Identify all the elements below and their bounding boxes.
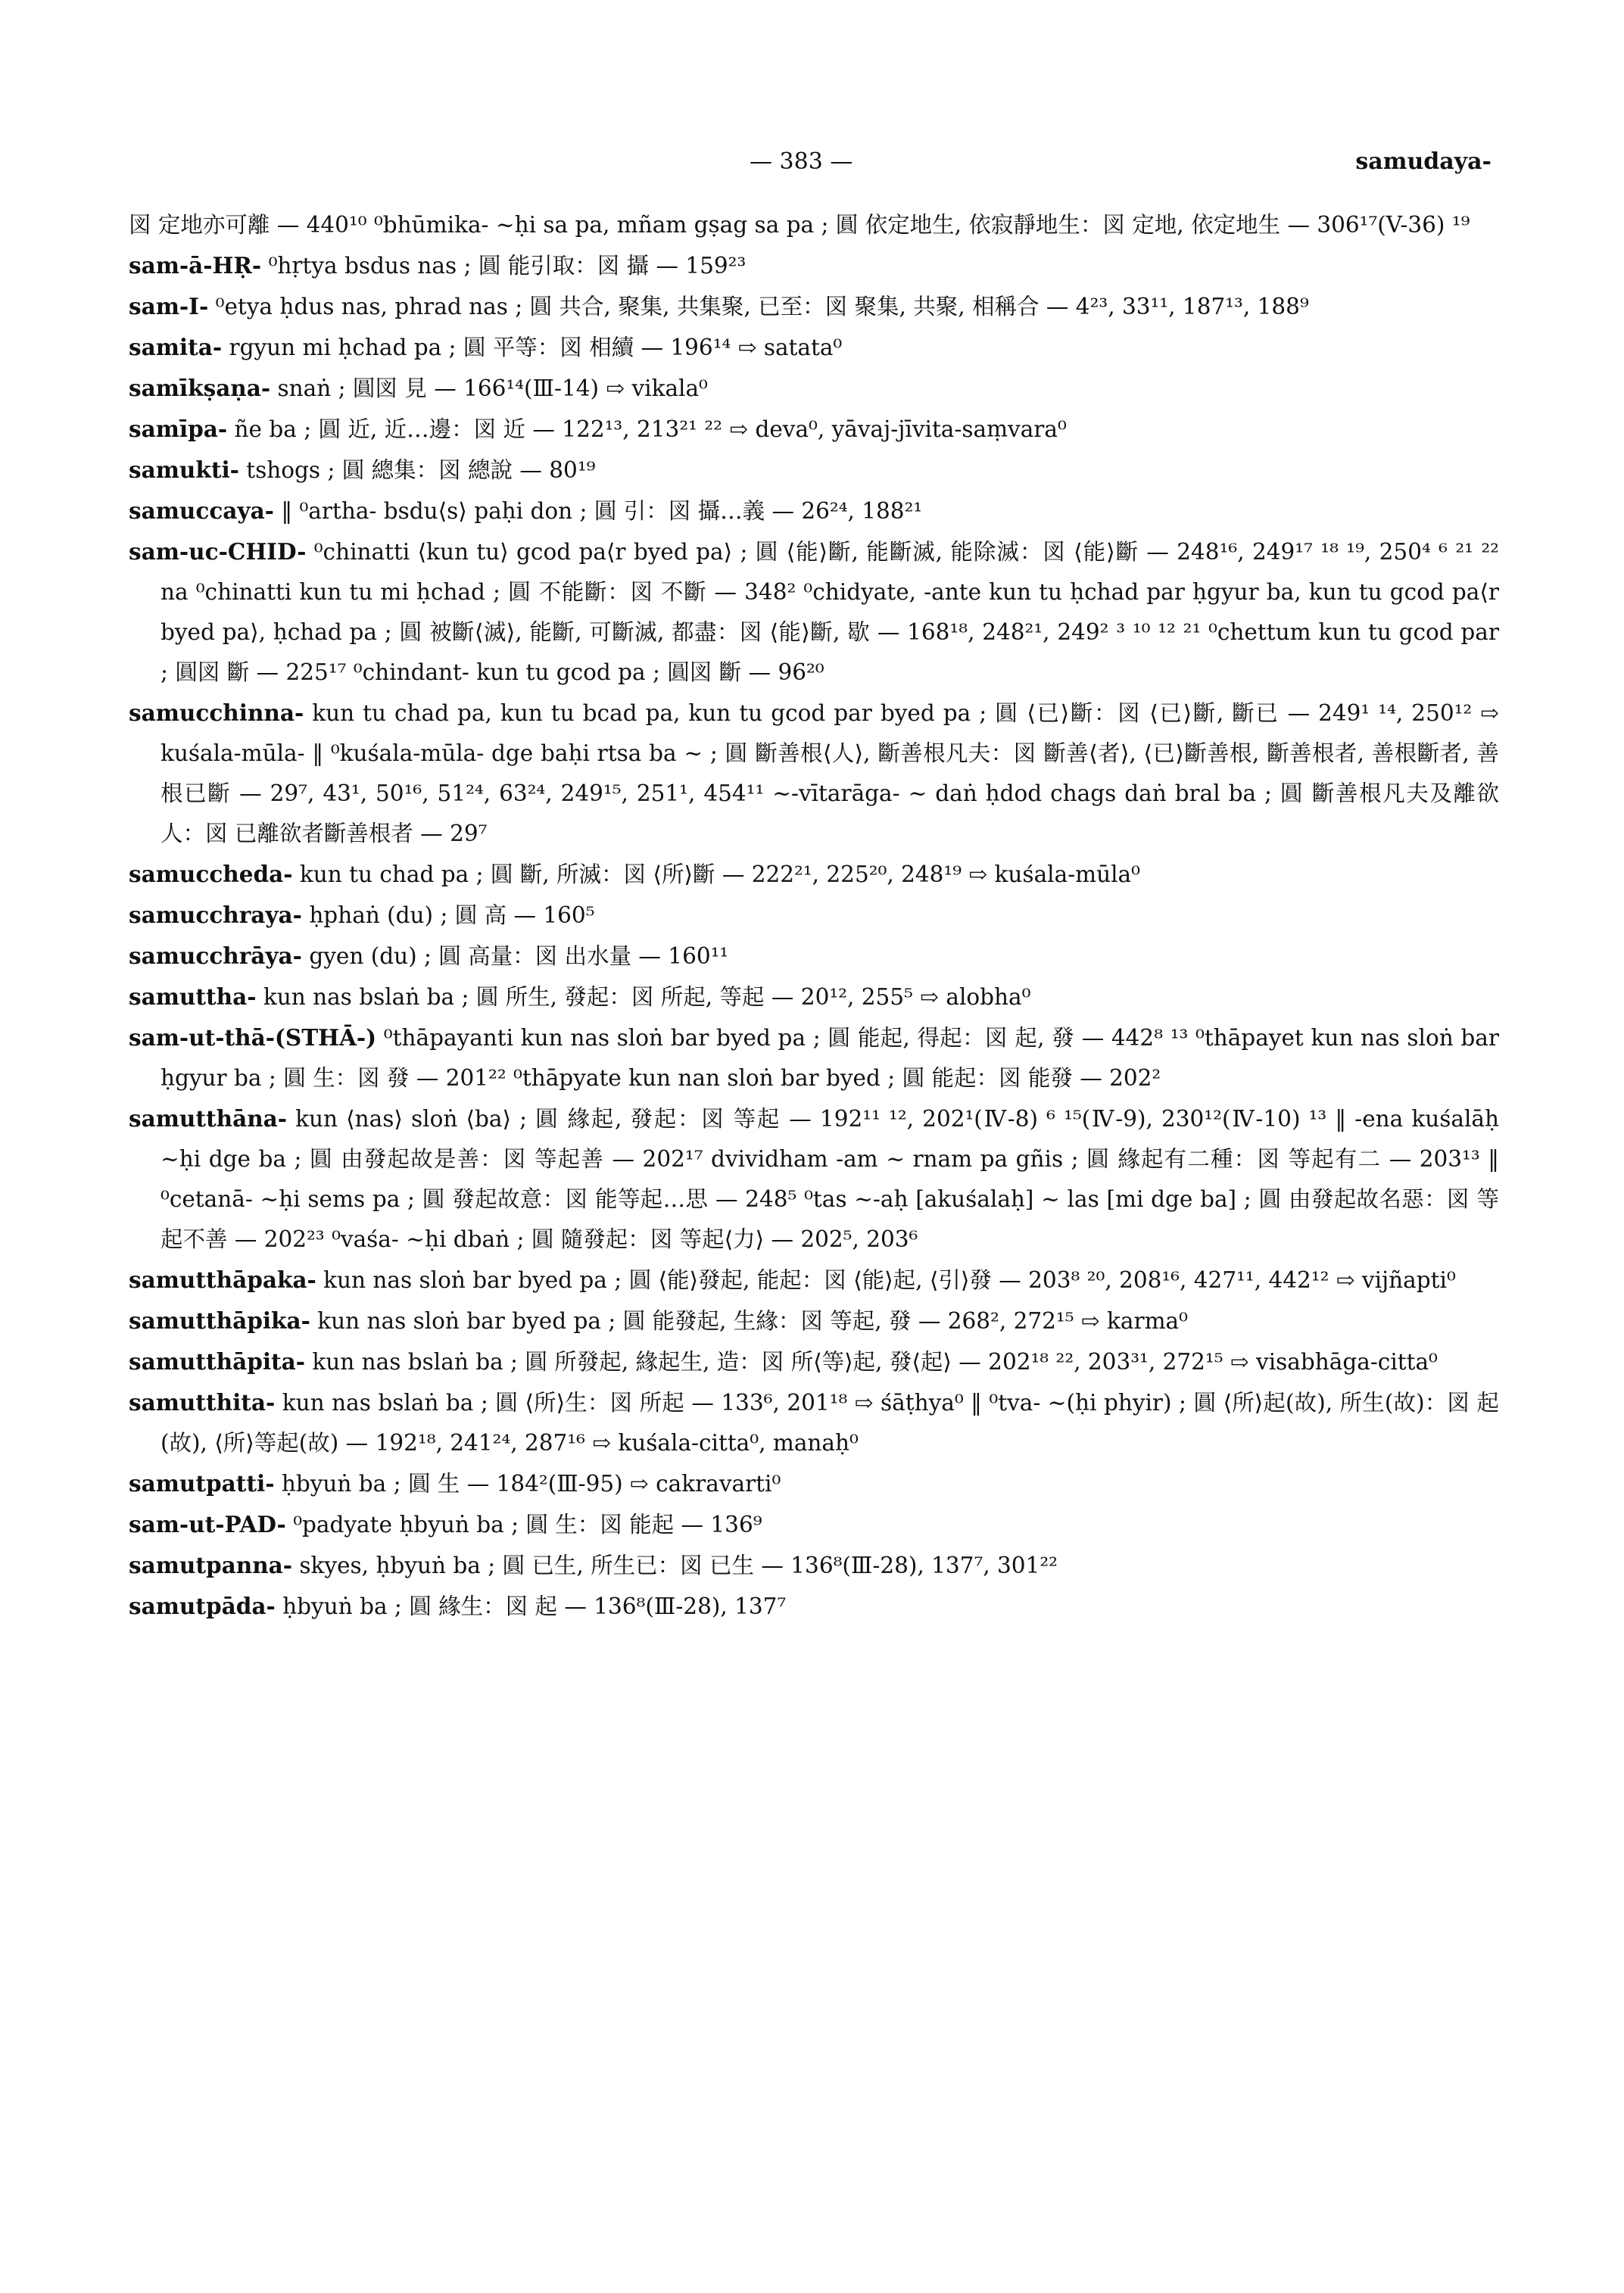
entry-body: kun nas bslaṅ ba ; 圓 所發起, 緣起生, 造：図 所⟨等⟩起, 發⟨起⟩ — 202¹⁸ ²², 203³¹, 272¹⁵ ⇨ visabhāga-citta⁰ <box>312 1349 1438 1375</box>
dictionary-entry <box>129 450 1499 491</box>
entry-headword: samukti- <box>129 456 239 483</box>
dictionary-entry <box>129 1017 1499 1098</box>
entry-headword: samutthāpita- <box>129 1348 306 1375</box>
dictionary-entry <box>129 1545 1499 1586</box>
entry-headword: samutpanna- <box>129 1552 293 1578</box>
page-header <box>136 148 1492 186</box>
entry-body: gyen (du) ; 圓 高量：図 出水量 — 160¹¹ <box>309 943 729 969</box>
dictionary-entry <box>129 491 1499 531</box>
entry-headword: samucchraya- <box>129 902 302 928</box>
dictionary-entry <box>129 895 1499 936</box>
entry-body: kun ⟨nas⟩ sloṅ ⟨ba⟩ ; 圓 緣起, 發起：図 等起 — 192¹¹ ¹², 202¹(Ⅳ-8) ⁶ ¹⁵(Ⅳ-9), 230¹²(Ⅳ-10) ¹³ ‖ -ena kuśalāḥ ~ḥi dge ba ; 圓 由發起故是善：図 等起善 — 202¹⁷ dvividham -am ~ rnam pa gñis ; 圓 緣起有二種：図 等起有二 — 203¹³ ‖ ⁰cetanā- ~ḥi sems pa ; 圓 發起故意：図 能等起…思 — 248⁵ ⁰tas ~-aḥ [akuśalaḥ] ~ las [mi dge ba] ; 圓 由發起故名惡：図 等起不善 — 202²³ ⁰vaśa- ~ḥi dbaṅ ; 圓 隨發起：図 等起⟨力⟩ — 202⁵, 203⁶ <box>161 1106 1499 1252</box>
entry-body: ḥbyuṅ ba ; 圓 生 — 184²(Ⅲ-95) ⇨ cakravarti⁰ <box>281 1471 781 1497</box>
entry-headword: sam-ut-thā-(STHĀ-) <box>129 1024 377 1051</box>
entry-body: ⁰thāpayanti kun nas sloṅ bar byed pa ; 圓 能起, 得起：図 起, 發 — 442⁸ ¹³ ⁰thāpayet kun nas sloṅ bar ḥgyur ba ; 圓 生：図 發 — 201²² ⁰thāpyate kun nan sloṅ bar byed ; 圓 能起：図 能發 — 202² <box>161 1025 1499 1091</box>
entry-headword: samutpatti- <box>129 1470 275 1497</box>
entry-body: kun nas bslaṅ ba ; 圓 ⟨所⟩生：図 所起 — 133⁶, 201¹⁸ ⇨ śāṭhya⁰ ‖ ⁰tva- ~(ḥi phyir) ; 圓 ⟨所⟩起(故), 所生(故)：図 起(故), ⟨所⟩等起(故) — 192¹⁸, 241²⁴, 287¹⁶ ⇨ kuśala-citta⁰, manaḥ⁰ <box>161 1390 1499 1456</box>
entry-headword: samutthāpaka- <box>129 1266 316 1293</box>
dictionary-entry <box>129 1341 1499 1382</box>
entry-body: rgyun mi ḥchad pa ; 圓 平等：図 相續 — 196¹⁴ ⇨ satata⁰ <box>229 335 843 360</box>
dictionary-entries <box>129 204 1499 1627</box>
entry-headword: samutthāpika- <box>129 1307 310 1334</box>
dictionary-entry <box>129 936 1499 977</box>
entry-body: snaṅ ; 圓図 見 — 166¹⁴(Ⅲ-14) ⇨ vikala⁰ <box>277 375 708 401</box>
entry-body: ⁰etya ḥdus nas, phrad nas ; 圓 共合, 聚集, 共集聚, 已至：図 聚集, 共聚, 相稱合 — 4²³, 33¹¹, 187¹³, 188⁹ <box>215 294 1309 319</box>
dictionary-entry <box>129 327 1499 368</box>
entry-body: ḥbyuṅ ba ; 圓 緣生：図 起 — 136⁸(Ⅲ-28), 137⁷ <box>282 1594 787 1619</box>
dictionary-entry <box>129 693 1499 854</box>
dictionary-entry <box>129 1098 1499 1260</box>
entry-headword: samuccaya- <box>129 497 274 524</box>
entry-body: tshogs ; 圓 總集：図 總說 — 80¹⁹ <box>246 457 596 483</box>
dictionary-entry <box>129 977 1499 1017</box>
entry-body: ‖ ⁰artha- bsdu⟨s⟩ paḥi don ; 圓 引：図 攝…義 — 26²⁴, 188²¹ <box>281 498 923 524</box>
entry-body: kun tu chad pa ; 圓 斷, 所滅：図 ⟨所⟩斷 — 222²¹, 225²⁰, 248¹⁹ ⇨ kuśala-mūla⁰ <box>299 861 1140 887</box>
entry-body: ⁰hṛtya bsdus nas ; 圓 能引取：図 攝 — 159²³ <box>268 253 747 279</box>
dictionary-entry <box>129 1586 1499 1627</box>
entry-headword: samīpa- <box>129 416 228 442</box>
entry-headword: samucchinna- <box>129 699 304 726</box>
entry-body: 図 定地亦可離 — 440¹⁰ ⁰bhūmika- ~ḥi sa pa, mñam gṣag sa pa ; 圓 依定地生, 依寂靜地生：図 定地, 依定地生 — 306¹⁷(V-36) ¹⁹ <box>129 212 1470 238</box>
entry-body: ⁰chinatti ⟨kun tu⟩ gcod pa⟨r byed pa⟩ ; 圓 ⟨能⟩斷, 能斷滅, 能除滅：図 ⟨能⟩斷 — 248¹⁶, 249¹⁷ ¹⁸ ¹⁹, 250⁴ ⁶ ²¹ ²² na ⁰chinatti kun tu mi ḥchad ; 圓 不能斷：図 不斷 — 348² ⁰chidyate, -ante kun tu ḥchad par ḥgyur ba, kun tu gcod pa⟨r byed pa⟩, ḥchad pa ; 圓 被斷⟨滅⟩, 能斷, 可斷滅, 都盡：図 ⟨能⟩斷, 歇 — 168¹⁸, 248²¹, 249² ³ ¹⁰ ¹² ²¹ ⁰chettum kun tu gcod par ; 圓図 斷 — 225¹⁷ ⁰chindant- kun tu gcod pa ; 圓図 斷 — 96²⁰ <box>161 539 1499 685</box>
entry-body: skyes, ḥbyuṅ ba ; 圓 已生, 所生已：図 已生 — 136⁸(Ⅲ-28), 137⁷, 301²² <box>299 1553 1058 1578</box>
entry-body: kun nas bslaṅ ba ; 圓 所生, 發起：図 所起, 等起 — 20¹², 255⁵ ⇨ alobha⁰ <box>263 984 1031 1010</box>
entry-headword: samutpāda- <box>129 1593 276 1619</box>
entry-body: ḥphaṅ (du) ; 圓 高 — 160⁵ <box>309 902 595 928</box>
entry-headword: sam-ā-HṚ- <box>129 252 262 279</box>
page-number: — 383 — <box>750 148 853 175</box>
dictionary-entry <box>129 409 1499 450</box>
dictionary-entry <box>129 245 1499 286</box>
entry-body: kun nas sloṅ bar byed pa ; 圓 ⟨能⟩發起, 能起：図 ⟨能⟩起, ⟨引⟩發 — 203⁸ ²⁰, 208¹⁶, 427¹¹, 442¹² ⇨ vijñapti⁰ <box>323 1267 1456 1293</box>
dictionary-entry <box>129 1301 1499 1341</box>
entry-headword: sam-I- <box>129 293 209 319</box>
entry-headword: sam-uc-CHID- <box>129 538 307 565</box>
entry-headword: samuccheda- <box>129 861 293 887</box>
entry-headword: samuttha- <box>129 983 257 1010</box>
dictionary-entry <box>129 1382 1499 1463</box>
dictionary-entry <box>129 368 1499 409</box>
entry-headword: samita- <box>129 334 223 360</box>
entry-body: kun nas sloṅ bar byed pa ; 圓 能發起, 生緣：図 等起, 發 — 268², 272¹⁵ ⇨ karma⁰ <box>317 1308 1188 1334</box>
dictionary-entry <box>129 286 1499 327</box>
entry-headword: samutthita- <box>129 1389 276 1416</box>
dictionary-entry <box>129 1463 1499 1504</box>
running-head: samudaya- <box>1355 148 1492 175</box>
dictionary-entry <box>129 204 1499 245</box>
entry-body: ñe ba ; 圓 近, 近…邊：図 近 — 122¹³, 213²¹ ²² ⇨ deva⁰, yāvaj-jīvita-saṃvara⁰ <box>234 416 1067 442</box>
entry-headword: sam-ut-PAD- <box>129 1511 286 1537</box>
dictionary-entry <box>129 531 1499 693</box>
entry-body: ⁰padyate ḥbyuṅ ba ; 圓 生：図 能起 — 136⁹ <box>293 1512 762 1537</box>
entry-headword: samucchrāya- <box>129 942 302 969</box>
entry-headword: samīkṣaṇa- <box>129 375 271 401</box>
entry-headword: samutthāna- <box>129 1105 288 1132</box>
entry-body: kun tu chad pa, kun tu bcad pa, kun tu gcod par byed pa ; 圓 ⟨已⟩斷：図 ⟨已⟩斷, 斷已 — 249¹ ¹⁴, 250¹² ⇨ kuśala-mūla- ‖ ⁰kuśala-mūla- dge baḥi rtsa ba ~ ; 圓 斷善根⟨人⟩, 斷善根凡夫：図 斷善⟨者⟩, ⟨已⟩斷善根, 斷善根者, 善根斷者, 善根已斷 — 29⁷, 43¹, 50¹⁶, 51²⁴, 63²⁴, 249¹⁵, 251¹, 454¹¹ ~-vītarāga- ~ daṅ ḥdod chags daṅ bral ba ; 圓 斷善根凡夫及離欲人：図 已離欲者斷善根者 — 29⁷ <box>161 700 1499 846</box>
dictionary-entry <box>129 1504 1499 1545</box>
dictionary-entry <box>129 1260 1499 1301</box>
dictionary-entry <box>129 854 1499 895</box>
